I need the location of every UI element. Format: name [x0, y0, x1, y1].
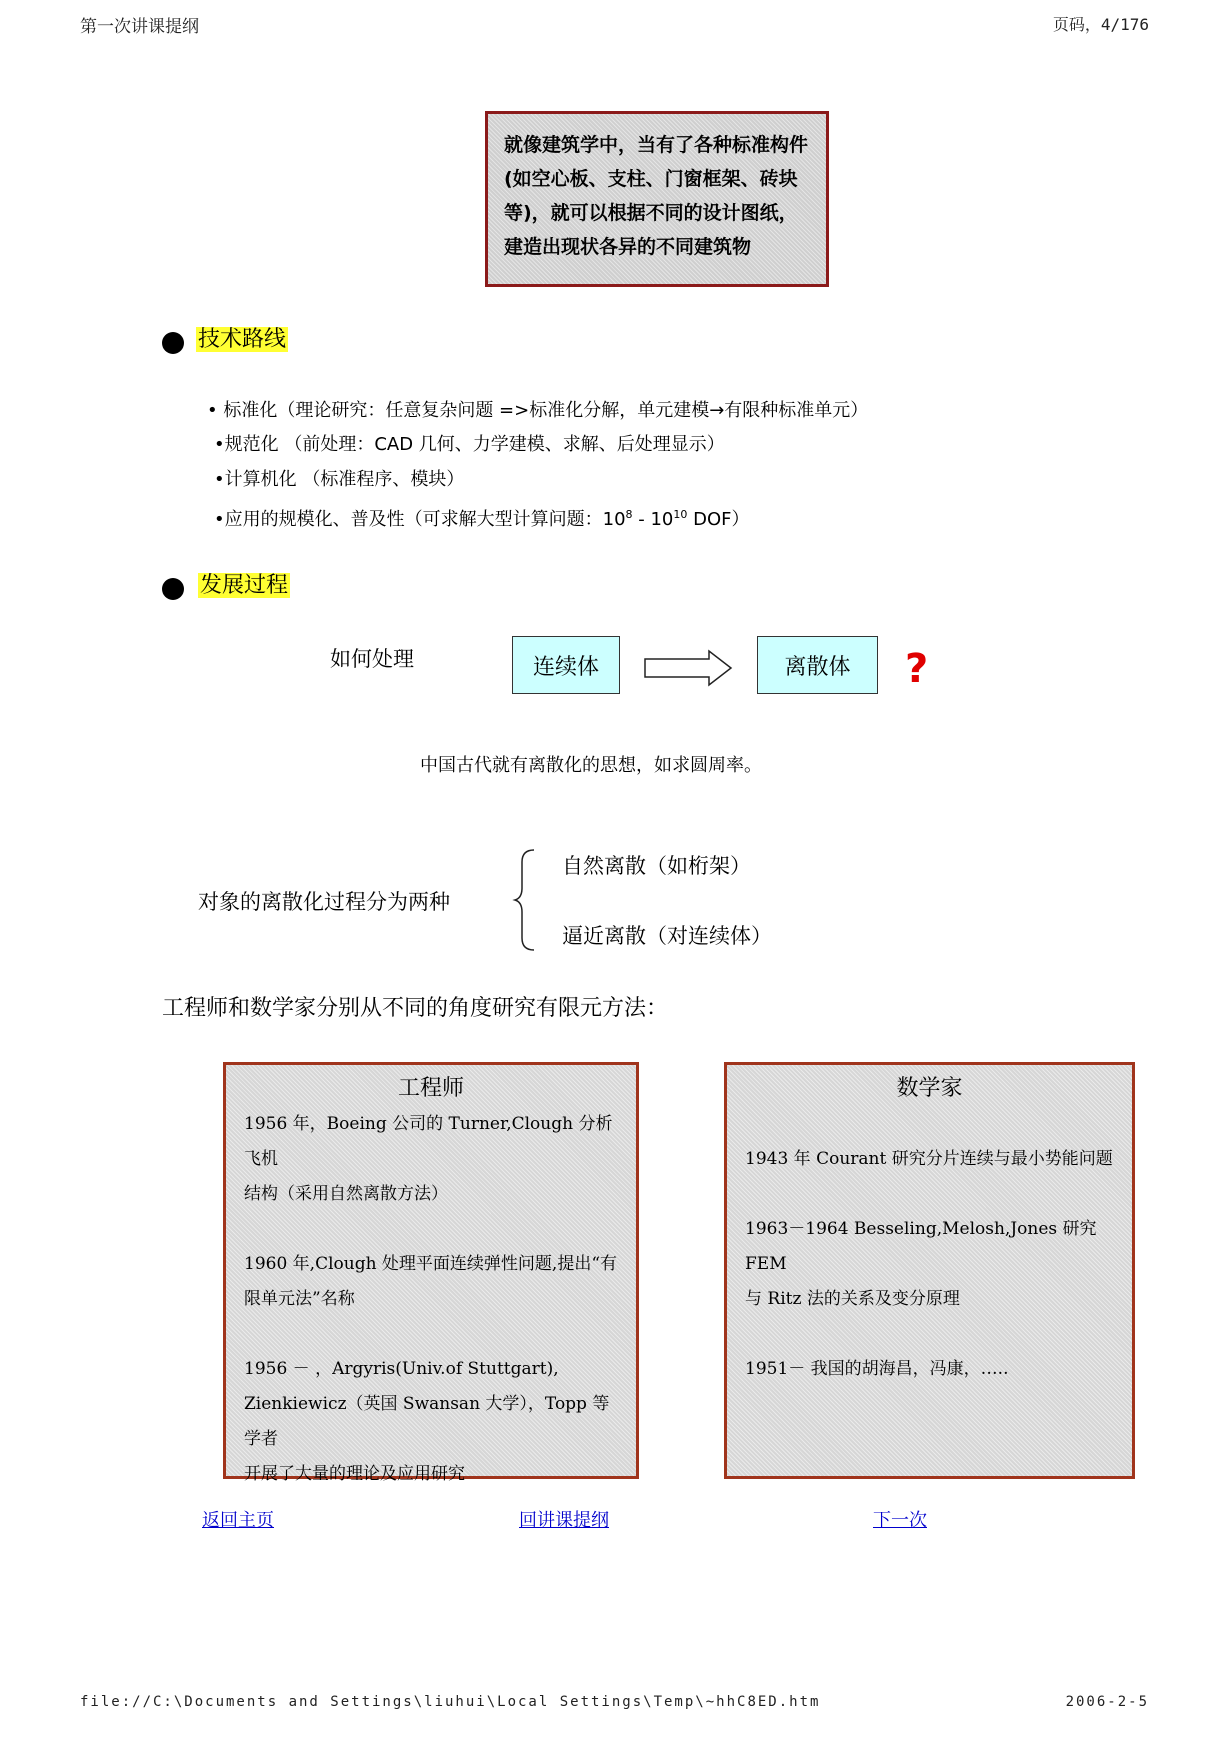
outline-link[interactable]: 回讲课提纲 [519, 1510, 609, 1531]
panel-line: 1956 年，Boeing 公司的 Turner,Clough 分析飞机 [244, 1114, 613, 1169]
bullet-icon [162, 578, 184, 600]
page-number: 页码，4/176 [1052, 15, 1149, 34]
panel-line: 结构（采用自然离散方法） [244, 1184, 448, 1204]
home-link[interactable]: 返回主页 [202, 1510, 274, 1531]
next-link[interactable]: 下一次 [873, 1510, 927, 1531]
engineer-panel [223, 1062, 639, 1484]
panel-line: 1943 年 Courant 研究分片连续与最小势能问题 [745, 1149, 1113, 1169]
file-path: file://C:\Documents and Settings\liuhui\Local Settings\Temp\~hhC8ED.htm [80, 1694, 821, 1710]
tech-item: • 标准化（理论研究：任意复杂问题 =>标准化分解，单元建模→有限种标准单元） [207, 400, 869, 421]
quote-line: 就像建筑学中，当有了各种标准构件 [504, 134, 809, 156]
header-title: 第一次讲课提纲 [80, 17, 199, 37]
engineer-panel-title: 工程师 [397, 1076, 464, 1101]
tech-item: •应用的规模化、普及性（可求解大型计算问题：$10^8 - 10^{10}$ DOF） [214, 508, 750, 530]
discretization-label: 对象的离散化过程分为两种 [198, 890, 450, 914]
continuum-box: 连续体 [512, 636, 620, 694]
how-to-handle-label: 如何处理 [330, 647, 414, 671]
engineers-math-heading: 工程师和数学家分别从不同的角度研究有限元方法： [162, 996, 669, 1021]
quote-line: 等)，就可以根据不同的设计图纸， [504, 202, 798, 224]
discrete-box: 离散体 [757, 636, 878, 694]
approx-discrete-item: 逼近离散（对连续体） [562, 924, 772, 948]
panel-line: 开展了大量的理论及应用研究 [244, 1464, 465, 1484]
mathematician-panel-title: 数学家 [896, 1076, 963, 1101]
bullet-icon [162, 332, 184, 354]
print-date: 2006-2-5 [1065, 1694, 1149, 1710]
natural-discrete-item: 自然离散（如桁架） [562, 854, 751, 878]
panel-line: 1960 年,Clough 处理平面连续弹性问题,提出“有 [244, 1254, 618, 1274]
panel-line: 限单元法”名称 [244, 1289, 355, 1309]
section-title-development: 发展过程 [200, 573, 289, 598]
panel-line: Zienkiewicz（英国 Swansan 大学），Topp 等学者 [244, 1394, 610, 1449]
question-mark: ? [905, 646, 929, 692]
section-title-tech-route: 技术路线 [198, 327, 287, 352]
tech-item: •规范化 （前处理：CAD 几何、力学建模、求解、后处理显示） [214, 434, 725, 455]
panel-line: 1956 － ，Argyris(Univ.of Stuttgart), [244, 1359, 559, 1379]
arrow-right-icon [643, 648, 735, 688]
history-note: 中国古代就有离散化的思想，如求圆周率。 [420, 755, 762, 776]
panel-line: 与 Ritz 法的关系及变分原理 [745, 1289, 960, 1309]
quote-line: 建造出现状各异的不同建筑物 [504, 236, 752, 258]
panel-line: 1951－ 我国的胡海昌，冯康，….. [745, 1359, 1009, 1379]
mathematician-panel [724, 1062, 1135, 1479]
building-analogy-box [485, 111, 829, 287]
quote-line: (如空心板、支柱、门窗框架、砖块 [504, 168, 798, 190]
panel-line: 1963－1964 Besseling,Melosh,Jones 研究 FEM [745, 1219, 1097, 1274]
brace-icon [512, 848, 538, 952]
tech-item: •计算机化 （标准程序、模块） [214, 469, 465, 490]
